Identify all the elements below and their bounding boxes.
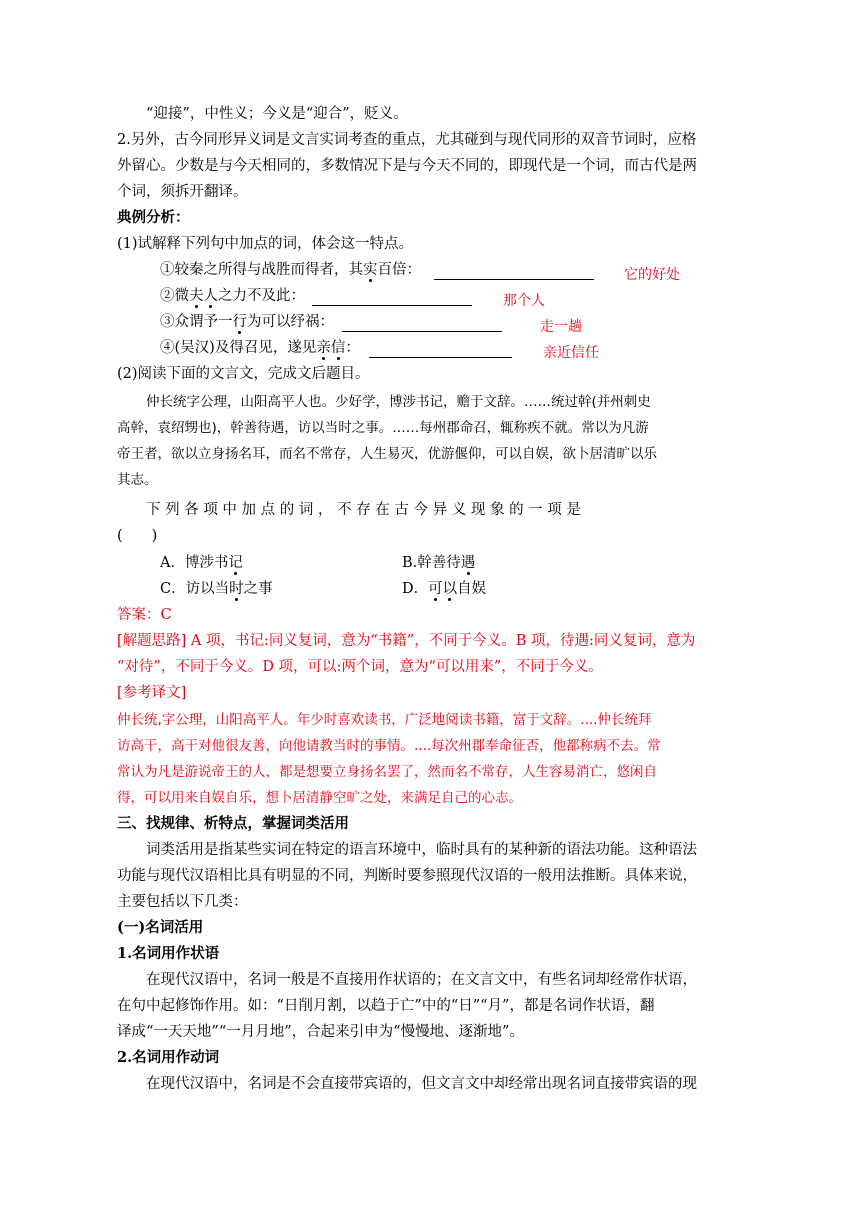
answer-blank — [342, 331, 502, 332]
section-heading: 三、找规律、析特点，掌握词类活用 — [117, 815, 349, 832]
item-text: ②微 — [160, 288, 189, 304]
question-2-intro: (2)阅读下面的文言文，完成文后题目。 — [117, 366, 370, 382]
exercise-item-4 — [160, 338, 790, 358]
subsection-heading: 2.名词用作动词 — [117, 1049, 220, 1066]
option-c[interactable] — [160, 579, 400, 599]
subsection-heading: (一)名词活用 — [117, 919, 204, 936]
exercise-item-2 — [160, 286, 790, 306]
option-text: A．博涉书 — [160, 555, 229, 571]
item-text: ①较秦之所得与战胜而得者，其 — [160, 262, 363, 278]
text-line: 外留心。少数是与今天相同的，多数情况下是与今天不同的，即现代是一个词，而古代是两 — [117, 158, 697, 174]
text-line: 个词，须拆开翻译。 — [117, 184, 248, 200]
dotted-word: 夫 — [189, 288, 204, 304]
item-text: 之力不及此： — [218, 288, 305, 304]
text-line: 2.另外，古今同形异义词是文言实词考查的重点，尤其碰到与现代同形的双音节词时，应格 — [117, 132, 697, 148]
dotted-word: 人 — [203, 288, 218, 304]
option-text: 自娱 — [457, 581, 487, 597]
translation-heading: [参考译文] — [117, 685, 187, 701]
item-text: ： — [345, 340, 360, 356]
option-a[interactable] — [160, 553, 400, 573]
analysis-line: “对待”，不同于今义。D 项，可以:两个词，意为“可以用来”，不同于今义。 — [117, 659, 603, 675]
option-d[interactable] — [402, 579, 642, 599]
passage-line: 帝王者，欲以立身扬名耳，而名不常存，人生易灭，优游偃仰，可以自娱，欲卜居清旷以乐 — [117, 446, 657, 462]
text-line: “迎接”，中性义；今义是“迎合”，贬义。 — [146, 106, 408, 122]
item-text: ④(吴汉)及得召见，遂见 — [160, 340, 317, 356]
answer-text: 亲近信任 — [543, 345, 599, 361]
dotted-word: 实 — [363, 262, 378, 278]
option-text: C．访以当 — [160, 581, 230, 597]
translation-line: 访高干，高干对他很友善，向他请教当时的事情。....每次州郡奉命征否，他都称病不去。常 — [117, 738, 661, 754]
example-heading: 典例分析： — [117, 209, 190, 226]
text-line: 功能与现代汉语相比具有明显的不同，判断时要参照现代汉语的一般用法推断。具体来说， — [117, 868, 697, 884]
text-line: 词类活用是指某些实词在特定的语言环境中，临时具有的某种新的语法功能。这种语法 — [146, 842, 697, 858]
dotted-word: 信 — [330, 340, 346, 356]
item-text: 为可以纾祸： — [247, 314, 334, 330]
dotted-word: 亲 — [316, 340, 331, 356]
dotted-word: 遇 — [460, 555, 476, 571]
text-line: 在现代汉语中，名词一般是不直接用作状语的；在文言文中，有些名词却经常作状语， — [146, 972, 697, 988]
option-text: 之事 — [243, 581, 273, 597]
answer-blank — [434, 279, 594, 280]
option-b[interactable] — [402, 553, 642, 573]
question-bracket: ( ) — [117, 528, 158, 544]
answer-text: 那个人 — [503, 293, 545, 309]
answer-text: 走一趟 — [540, 319, 582, 335]
item-text: 百倍： — [377, 262, 421, 278]
question-1-intro: (1)试解释下列句中加点的词，体会这一特点。 — [117, 236, 414, 252]
translation-line: 仲长统,字公理，山阳高平人。年少时喜欢读书，广泛地阅读书籍，富于文辞。....仲长统拜 — [117, 712, 652, 728]
item-text: ③众谓予一 — [160, 314, 233, 330]
analysis-line: [解题思路] A 项，书记:同义复词，意为“书籍”，不同于今义。B 项，待遇:同义复词，意为 — [117, 633, 696, 649]
text-line: 主要包括以下几类： — [117, 894, 248, 910]
question-stem: 下 列 各 项 中 加 点 的 词 ， 不 存 在 古 今 异 义 现 象 的 一 项 是 — [146, 502, 581, 518]
dotted-word: 行 — [232, 314, 247, 330]
option-text: B.幹善待 — [402, 555, 461, 571]
passage-line: 高幹，袁绍甥也)，幹善待遇，访以当时之事。……每州郡命召，辄称疾不就。常以为凡游 — [117, 420, 649, 436]
translation-line: 常认为凡是游说帝王的人，都是想要立身扬名罢了，然而名不常存，人生容易消亡，悠闲自 — [117, 764, 657, 780]
answer-blank — [312, 305, 472, 306]
answer-blank — [369, 357, 512, 358]
text-line: 译成“一天天地”“一月月地”，合起来引申为“慢慢地、逐渐地”。 — [117, 1024, 524, 1040]
option-text: D． — [402, 581, 429, 597]
dotted-word: 可 — [428, 581, 443, 597]
answer-text: 它的好处 — [624, 267, 680, 283]
passage-line: 其志。 — [117, 472, 158, 488]
exercise-item-3 — [160, 312, 790, 332]
translation-line: 得，可以用来自娱自乐，想卜居清静空旷之处，来满足自己的心志。 — [117, 790, 522, 806]
dotted-word: 时 — [229, 581, 244, 597]
dotted-word: 记 — [228, 555, 243, 571]
answer-line: 答案：C — [117, 607, 172, 623]
text-line: 在现代汉语中，名词是不会直接带宾语的，但文言文中却经常出现名词直接带宾语的现 — [146, 1076, 697, 1092]
passage-line: 仲长统字公理，山阳高平人也。少好学，博涉书记，赡于文辞。……统过幹(并州刺史 — [146, 394, 651, 410]
text-line: 在句中起修饰作用。如：“日削月割，以趋于亡”中的“日”“月”，都是名词作状语，翻 — [117, 998, 655, 1014]
subsection-heading: 1.名词用作状语 — [117, 945, 220, 962]
dotted-word: 以 — [442, 581, 458, 597]
exercise-item-1 — [160, 260, 790, 280]
